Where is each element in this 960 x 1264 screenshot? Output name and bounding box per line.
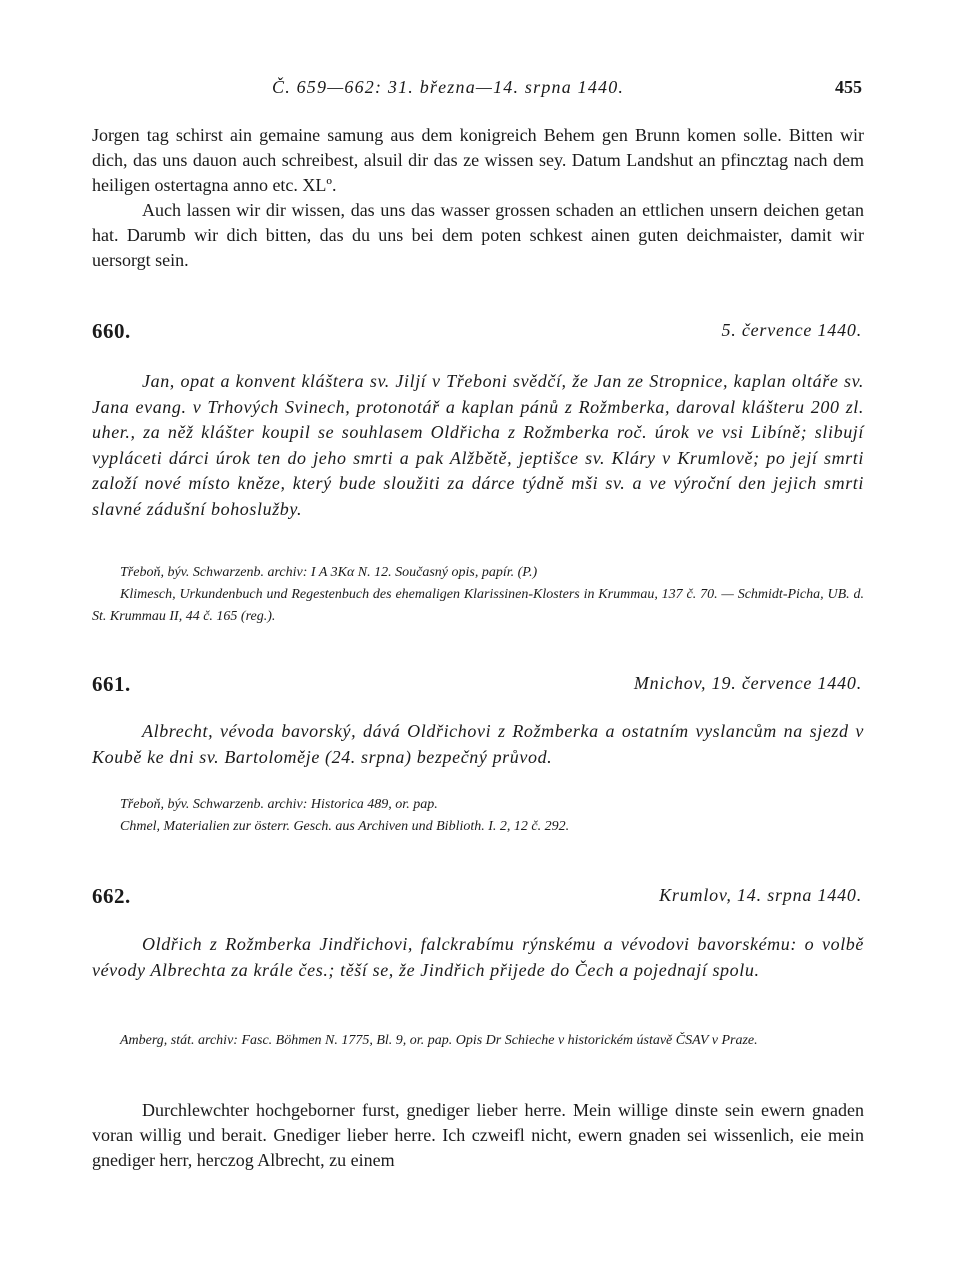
document-entry-661 [92, 672, 864, 700]
document-date: Krumlov, 14. srpna 1440. [659, 885, 862, 905]
source-line: Klimesch, Urkundenbuch und Regestenbuch des ehemaligen Klarissinen-Klosters in Krummau, 137 č. 70. — Schmidt-Picha, UB. d. St. Krummau II, 44 č. 165 (reg.). [92, 587, 864, 624]
source-note [92, 1030, 864, 1052]
document-header [92, 884, 864, 912]
running-title: Č. 659—662: 31. března—14. srpna 1440. [272, 77, 625, 97]
document-text-662 [92, 1098, 864, 1173]
document-number: 660. [92, 319, 131, 343]
document-regest-660-wrap [92, 369, 864, 522]
source-line: Chmel, Materialien zur österr. Gesch. aus Archiven und Biblioth. I. 2, 12 č. 292. [120, 819, 570, 834]
document-sources-662 [92, 1030, 864, 1052]
source-note [92, 794, 864, 838]
source-line: Třeboň, býv. Schwarzenb. archiv: Historica 489, or. pap. [120, 797, 438, 812]
document-header [92, 672, 864, 700]
document-regest: Oldřich z Rožmberka Jindřichovi, falckrabímu rýnskému a vévodovi bavorskému: o volbě vévody Albrechta za krále čes.; těší se, že Jindřich přijede do Čech a pojednají spolu. [92, 934, 864, 980]
letter-text: Durchlewchter hochgeborner furst, gnediger lieber herre. Mein willige dinste sein ewern gnaden voran willig und berait. Gnediger lieber herre. Ich czweifl nicht, ewern gnaden sei wissenlich, eie mein gnediger herr, herczog Albrecht, zu einem [92, 1100, 864, 1170]
continuation-text [92, 123, 864, 273]
document-number: 662. [92, 884, 131, 908]
continuation-paragraph-2: Auch lassen wir dir wissen, das uns das wasser grossen schaden an ettlichen unsern deichen getan hat. Darumb wir dich bitten, das du uns bei dem poten schkest ainen guten deichmaister, damit wir uersorgt sein. [92, 200, 864, 270]
document-regest: Albrecht, vévoda bavorský, dává Oldřichovi z Rožmberka a ostatním vyslancům na sjezd v Koubě ke dni sv. Bartoloměje (24. srpna) bezpečný průvod. [92, 721, 864, 767]
document-regest-662-wrap [92, 932, 864, 983]
continuation-paragraph-1: Jorgen tag schirst ain gemaine samung aus dem konigreich Behem gen Brunn komen solle. Bitten wir dich, das uns dauon auch schreibest, alsuil dir das ze wissen sey. Datum Landshut an pfincztag nach dem heiligen ostertagna anno etc. XLº. [92, 125, 864, 195]
document-number: 661. [92, 672, 131, 696]
document-header [92, 319, 864, 347]
document-entry-660 [92, 319, 864, 347]
page-number: 455 [835, 77, 862, 97]
document-sources-661 [92, 794, 864, 838]
document-date: Mnichov, 19. července 1440. [633, 673, 862, 693]
running-head [92, 77, 864, 101]
document-sources-660 [92, 562, 864, 628]
document-regest-661-wrap [92, 719, 864, 770]
source-note [92, 562, 864, 628]
source-line: Třeboň, býv. Schwarzenb. archiv: I A 3Kα N. 12. Současný opis, papír. (P.) [120, 565, 538, 580]
source-line: Amberg, stát. archiv: Fasc. Böhmen N. 1775, Bl. 9, or. pap. Opis Dr Schieche v historickém ústavě ČSAV v Praze. [120, 1033, 758, 1048]
document-regest: Jan, opat a konvent kláštera sv. Jiljí v Třeboni svědčí, že Jan ze Stropnice, kaplan oltáře sv. Jana evang. v Trhových Svinech, protonotář a kaplan pánů z Rožmberka, daroval klášteru 200 zl. uher., za něž klášter koupil se souhlasem Oldřicha z Rožmberka roč. úrok ve vsi Libíně; slibují vypláceti dárci úrok ten do jeho smrti a pak Alžbětě, jeptišce sv. Kláry v Krumlově; po její smrti založí nové místo kněze, který bude sloužiti za dárce týdně mši sv. a ve výroční den jejich smrti slavné zádušní bohoslužby. [92, 371, 864, 519]
document-entry-662 [92, 884, 864, 912]
document-date: 5. července 1440. [721, 320, 862, 340]
